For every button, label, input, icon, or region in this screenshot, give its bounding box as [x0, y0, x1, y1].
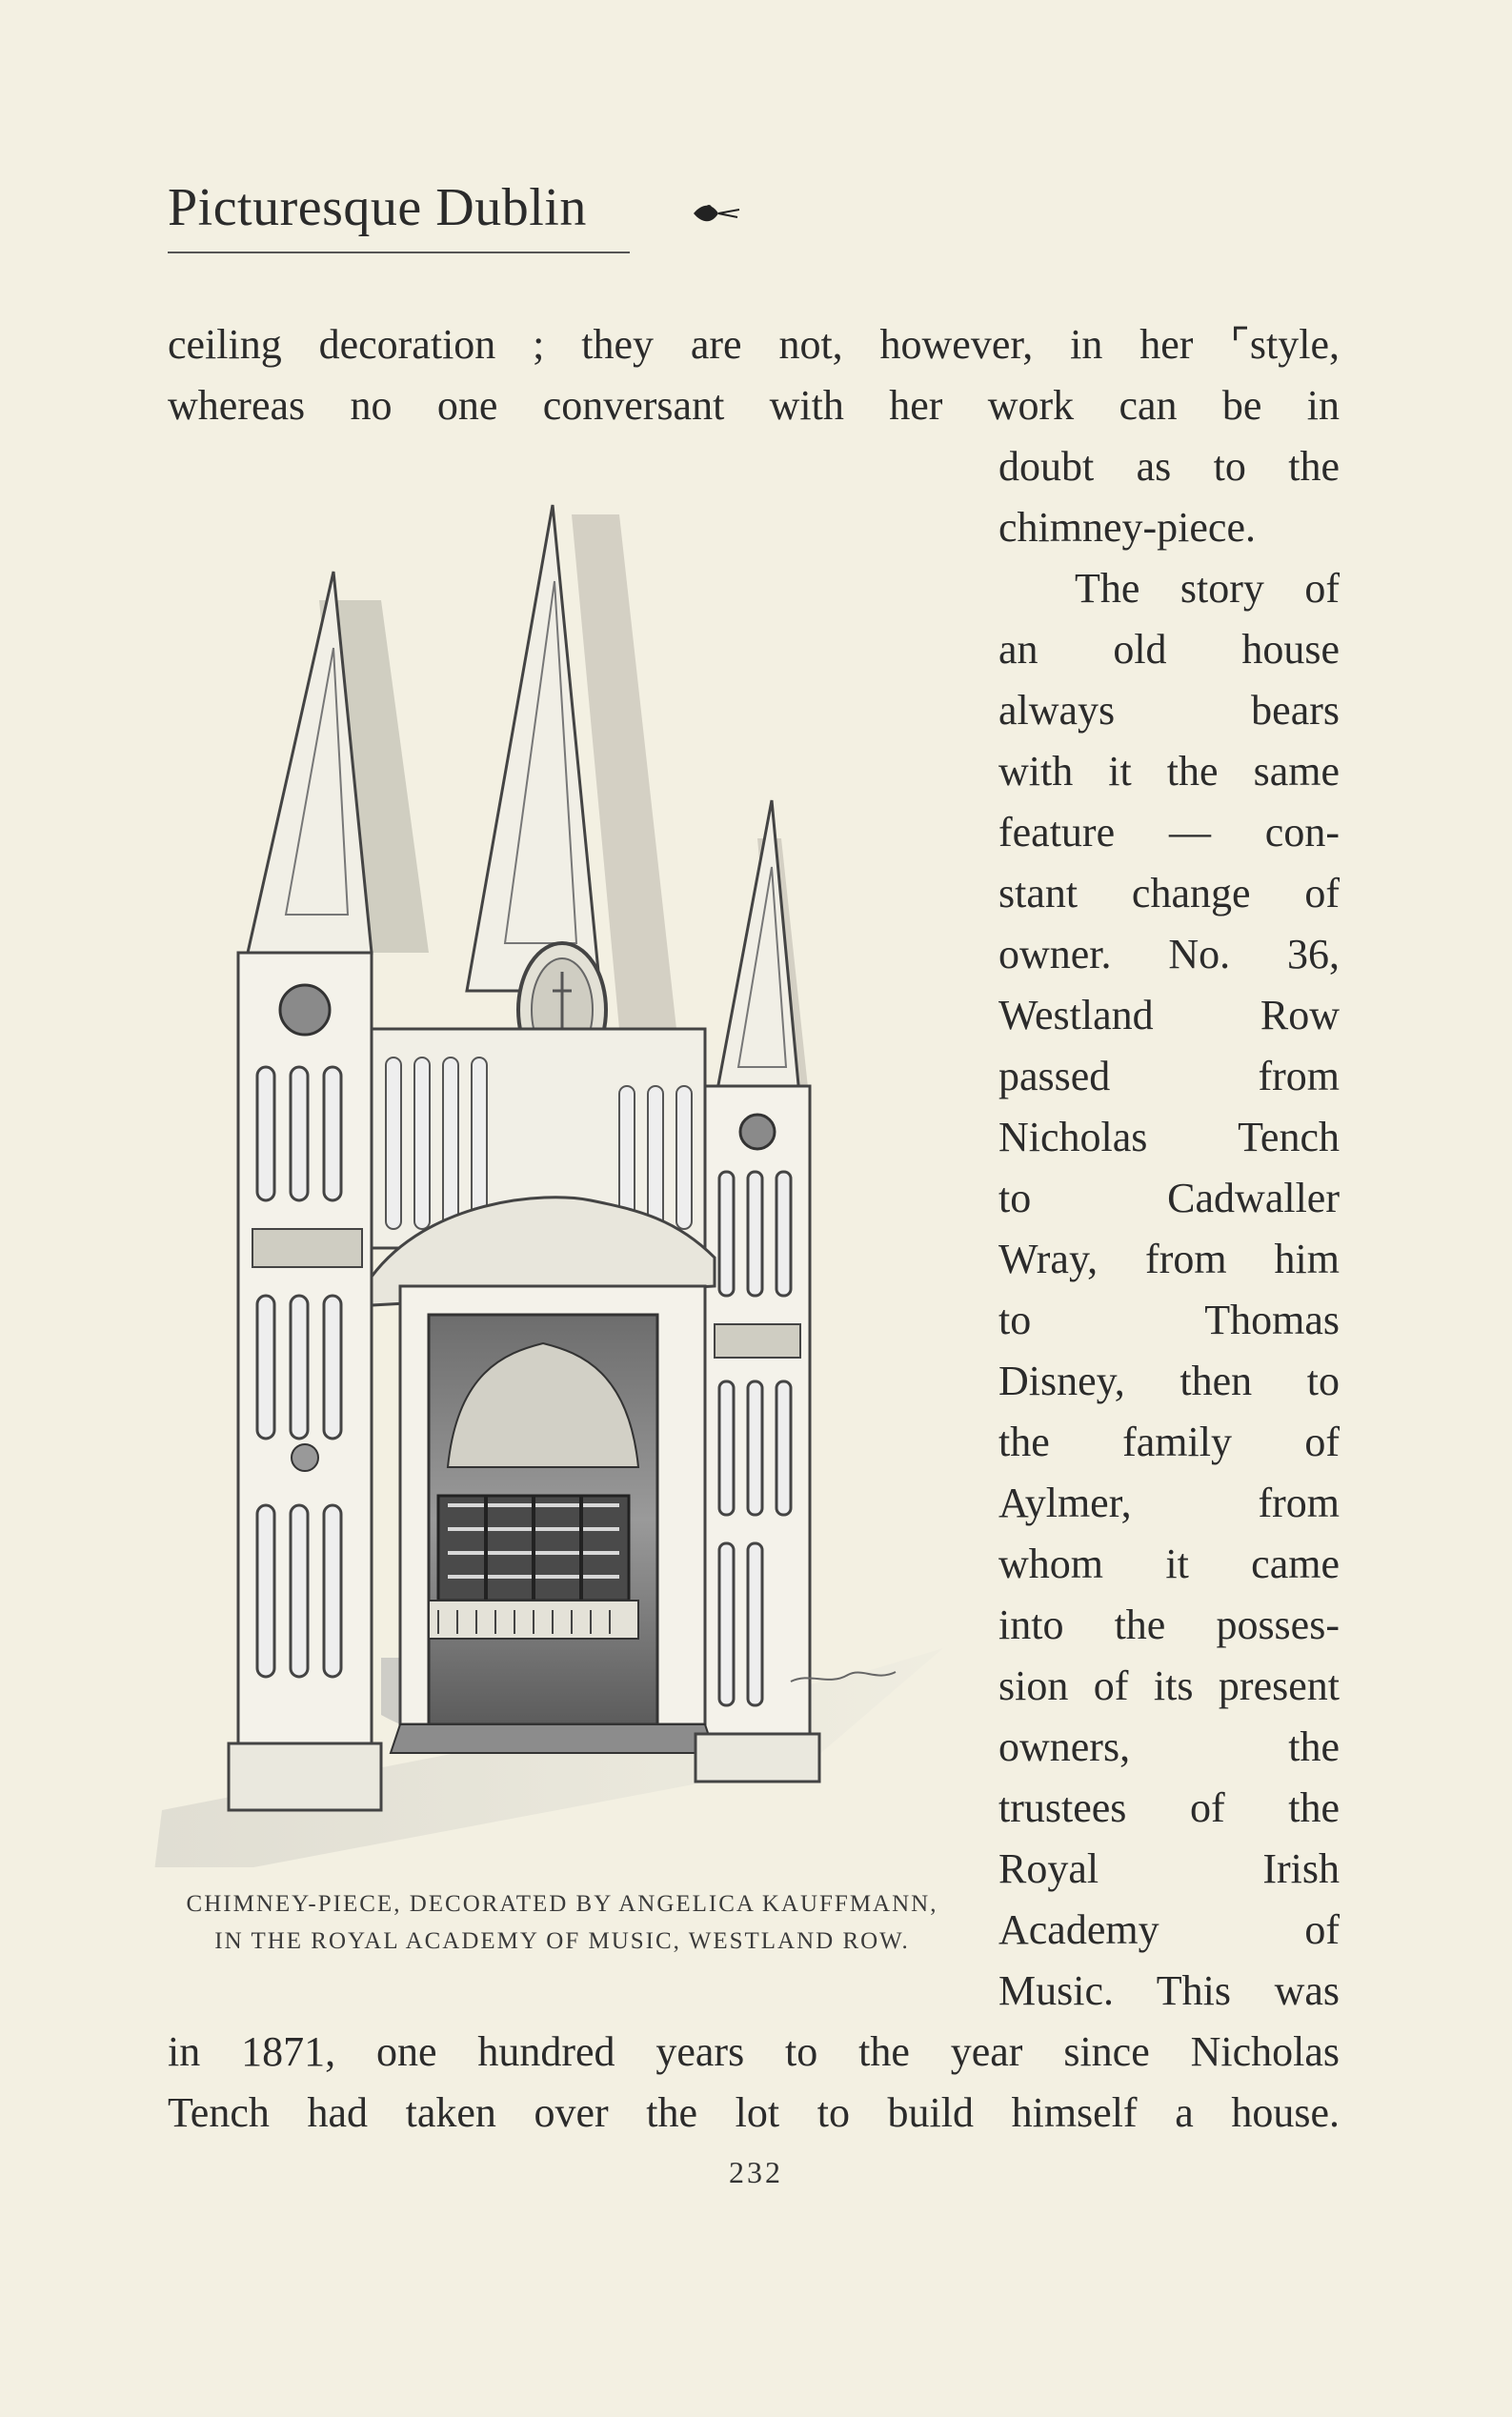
figure-caption-line-1: CHIMNEY-PIECE, DECORATED BY ANGELICA KAUFFMANN, — [186, 1891, 938, 1917]
running-title: Picturesque Dublin — [168, 178, 587, 237]
text-line: whom it came — [998, 1541, 1340, 1587]
text-line: Tench had taken over the lot to build himself a house. — [168, 2089, 1340, 2136]
text-line: to Thomas — [998, 1297, 1340, 1343]
text-line: stant change of — [998, 870, 1340, 916]
text-line: in 1871, one hundred years to the year since Nicholas — [168, 2028, 1340, 2075]
text-line: an old house — [998, 626, 1340, 673]
header-rule — [168, 252, 630, 253]
fleuron-icon — [690, 196, 743, 231]
text-line: Wray, from him — [998, 1236, 1340, 1282]
text-line: into the posses- — [998, 1601, 1340, 1648]
text-line: doubt as to the — [998, 443, 1340, 490]
text-line: Royal Irish — [998, 1845, 1340, 1892]
text-line: whereas no one conversant with her work can be in — [168, 382, 1340, 429]
text-line: Westland Row — [998, 992, 1340, 1038]
text-line: owners, the — [998, 1723, 1340, 1770]
text-line: owner. No. 36, — [998, 931, 1340, 977]
chimney-piece-illustration — [143, 495, 962, 1867]
text-line: sion of its present — [998, 1662, 1340, 1709]
text-line: Nicholas Tench — [998, 1114, 1340, 1160]
text-line: chimney-piece. — [998, 504, 1256, 551]
text-line: always bears — [998, 687, 1340, 734]
text-line: Aylmer, from — [998, 1480, 1340, 1526]
page-number: 232 — [729, 2155, 783, 2189]
text-line: trustees of the — [998, 1784, 1340, 1831]
text-line: to Cadwaller — [998, 1175, 1340, 1221]
text-line: the family of — [998, 1419, 1340, 1465]
text-line: Music. This was — [998, 1967, 1340, 2014]
text-line: The story of — [1075, 565, 1340, 612]
text-line: feature — con- — [998, 809, 1340, 856]
text-line: passed from — [998, 1053, 1340, 1099]
text-line: Academy of — [998, 1906, 1340, 1953]
figure-caption-line-2: IN THE ROYAL ACADEMY OF MUSIC, WESTLAND ROW. — [214, 1928, 910, 1954]
text-line: Disney, then to — [998, 1358, 1340, 1404]
text-line: ceiling decoration ; they are not, however, in her ⌜style, — [168, 321, 1340, 368]
text-line: with it the same — [998, 748, 1340, 795]
